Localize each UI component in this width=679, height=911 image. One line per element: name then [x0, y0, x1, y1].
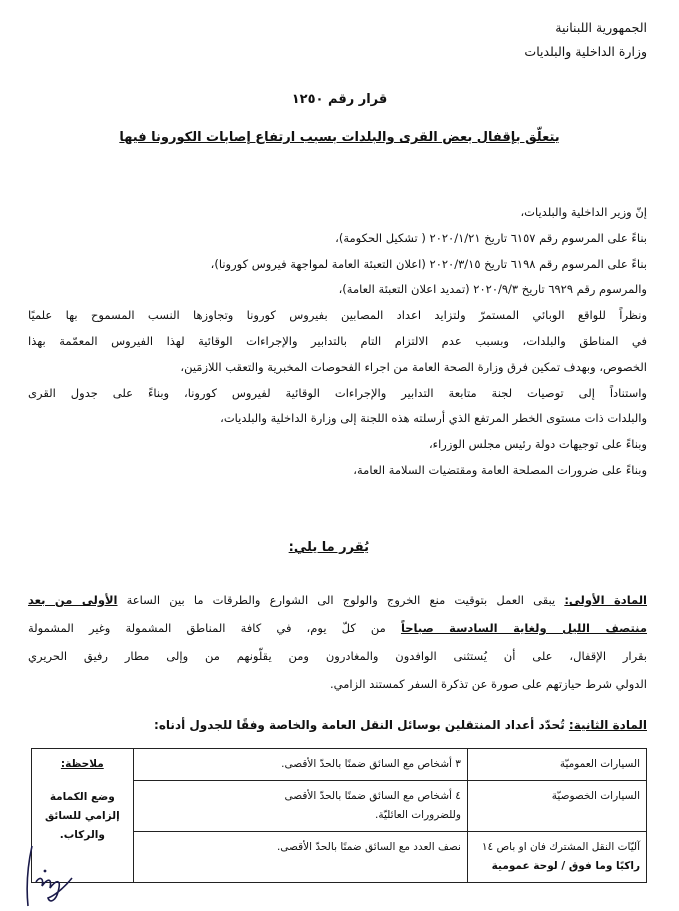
preamble-line: والمرسوم رقم ٦٩٢٩ تاريخ ٢٠٢٠/٩/٣ (تمديد اعلان التعبئة العامة)، — [338, 282, 647, 297]
preamble-line: وبناءً على ضرورات المصلحة العامة ومقتضيات السلامة العامة، — [353, 462, 647, 477]
passenger-limits-table — [31, 748, 647, 883]
rule-cell — [133, 749, 467, 781]
decision-title: يتعلّق بإقفال بعض القرى والبلدات بسبب ارتفاع إصابات الكورونا فيها — [119, 130, 560, 145]
article-1-line — [28, 586, 647, 614]
preamble-line: إنّ وزير الداخلية والبلديات، — [520, 205, 647, 219]
signature-mark — [14, 838, 84, 908]
preamble — [28, 200, 647, 484]
article-1-label: المادة الأولى: — [564, 593, 647, 607]
note-line: وضع الكمامة — [49, 791, 115, 803]
article-1-bold: منتصف الليل ولغاية السادسة صباحاً — [400, 621, 647, 635]
article-2-text: تُحدّد أعداد المنتقلين بوسائل النقل العامة والخاصة وفقًا للجدول أدناه: — [154, 718, 565, 732]
rule-cell — [133, 832, 467, 883]
republic-name: الجمهورية اللبنانية — [555, 20, 647, 35]
ministry-name: وزارة الداخلية والبلديات — [524, 44, 647, 59]
decision-number: قرار رقم ١٢٥٠ — [291, 92, 388, 107]
passenger-rule: نصف العدد مع السائق ضمنًا بالحدّ الأقصى. — [276, 841, 461, 853]
vehicle-type: السيارات العموميّة — [559, 758, 640, 770]
preamble-line: بناءً على المرسوم رقم ٦١٥٧ تاريخ ٢٠٢٠/١/٢١ ( تشكيل الحكومة)، — [335, 230, 647, 245]
decides-heading: يُقرر ما يلي: — [288, 540, 369, 555]
article-2 — [154, 718, 647, 732]
rule-cell — [133, 781, 467, 832]
article-1-text: من كلّ يوم، في كافة المناطق المشمولة وغير المشمولة — [28, 621, 386, 635]
vehicle-cell — [467, 781, 646, 832]
article-1-line — [28, 614, 647, 642]
preamble-line: الخصوص، وبهدف تمكين فرق وزارة الصحة العامة من اجراء الفحوصات المخبرية والتعقب اللازمَين، — [180, 359, 647, 374]
preamble-line: وبناءً على توجيهات دولة رئيس مجلس الوزراء، — [428, 437, 647, 452]
article-1-bold: الأولى من بعد — [28, 593, 118, 607]
vehicle-type: آليّات النقل المشترك فان او باص ١٤ — [481, 841, 640, 853]
article-1-line: الدولي شرط حيازتهم على صورة عن تذكرة السفر كمستند الزامي. — [329, 677, 647, 691]
passenger-rule: ٣ أشخاص مع السائق ضمنًا بالحدّ الأقصى. — [281, 758, 461, 770]
preamble-line: في المناطق والبلدات، وبسبب عدم الالتزام التام بالتدابير والإجراءات الوقائية لهذا الفيروس المعمّمة بهذا — [28, 333, 647, 348]
article-1 — [28, 586, 647, 698]
preamble-line: والبلدات ذات مستوى الخطر المرتفع الذي أرسلته هذه اللجنة إلى وزارة الداخلية والبلديات، — [220, 411, 647, 426]
article-2-label: المادة الثانية: — [568, 718, 647, 732]
passenger-rule-extra: وللضرورات العائليّة. — [375, 809, 461, 821]
article-1-text: يبقى العمل بتوقيت منع الخروج والولوج الى الشوارع والطرقات ما بين الساعة — [126, 593, 556, 607]
note-heading: ملاحظة: — [60, 758, 104, 770]
article-1-line: بقرار الإقفال، على أن يُستثنى الوافدون والمغادرون ومن يقلّونهم من وإلى مطار رفيق الحريري — [28, 649, 647, 663]
passenger-rule: ٤ أشخاص مع السائق ضمنًا بالحدّ الأقصى — [284, 790, 461, 802]
preamble-line: واستناداً إلى توصيات لجنة متابعة التدابير والإجراءات الوقائية لفيروس كورونا، وبناءً على جدول القرى — [28, 385, 647, 400]
preamble-line: ونظراً للواقع الوبائي المستمرّ ولتزايد اعداد المصابين بفيروس كورونا وتجاوزها النسب المسموح بها علميًا — [28, 308, 647, 323]
vehicle-cell — [467, 832, 646, 883]
table-row — [32, 749, 647, 781]
note-line: إلزامي للسائق — [44, 810, 120, 822]
vehicle-cell — [467, 749, 646, 781]
preamble-line: بناءً على المرسوم رقم ٦١٩٨ تاريخ ٢٠٢٠/٣/١٥ (اعلان التعبئة العامة لمواجهة فيروس كورونا)، — [210, 256, 647, 271]
vehicle-type-extra: راكبًا وما فوق / لوحة عمومية — [491, 860, 640, 872]
vehicle-type: السيارات الخصوصيّة — [551, 790, 640, 802]
letterhead — [524, 16, 647, 64]
note-line: والركاب. — [59, 829, 105, 841]
